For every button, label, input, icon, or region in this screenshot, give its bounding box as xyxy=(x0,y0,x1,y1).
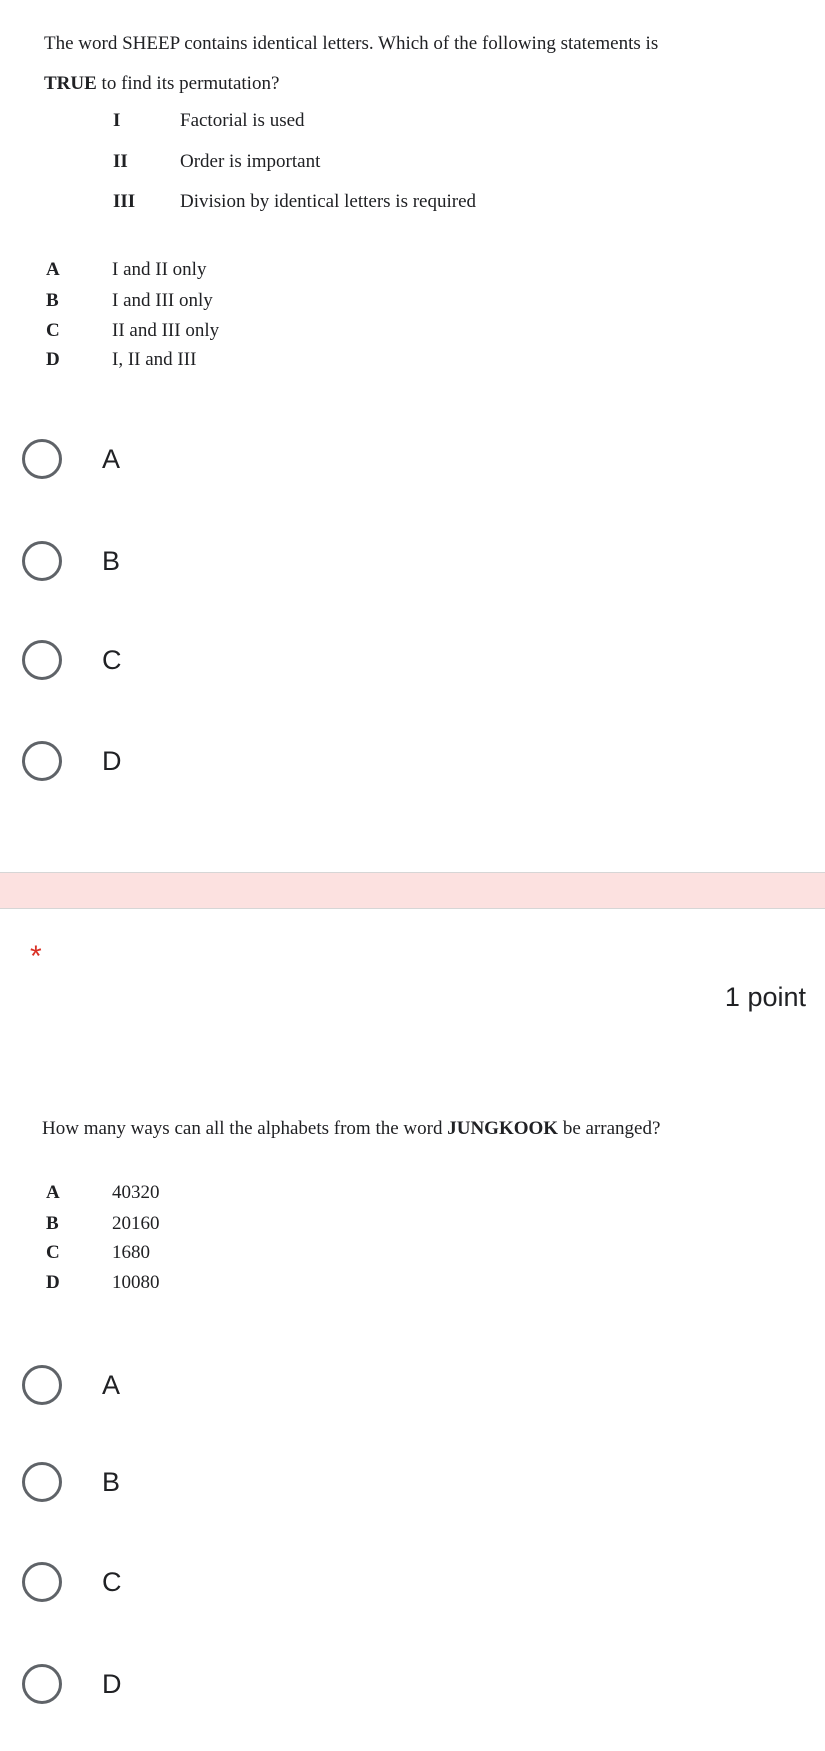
statement-2-num: II xyxy=(113,151,128,172)
question2-text xyxy=(42,1114,660,1144)
question-divider xyxy=(0,872,825,909)
q1-option-key-b-letter: B xyxy=(46,290,59,311)
q2-choice-b-label: B xyxy=(102,1466,121,1497)
q2-choice-a[interactable] xyxy=(22,1355,422,1415)
statement-1-num: I xyxy=(113,110,121,131)
radio-button-icon[interactable] xyxy=(22,439,62,479)
q2-choice-d-label: D xyxy=(102,1668,122,1699)
q2-option-key-d xyxy=(46,1268,160,1298)
required-asterisk: * xyxy=(30,940,42,973)
q1-option-key-d xyxy=(46,345,196,375)
question2-text-before: How many ways can all the alphabets from the word xyxy=(42,1118,448,1139)
q1-option-key-d-letter: D xyxy=(46,349,60,370)
q2-option-key-a xyxy=(46,1178,160,1208)
radio-button-icon[interactable] xyxy=(22,640,62,680)
q2-choice-d[interactable] xyxy=(22,1654,422,1714)
q2-choice-c-label: C xyxy=(102,1566,122,1597)
q2-option-key-d-letter: D xyxy=(46,1272,60,1293)
q1-option-key-c xyxy=(46,316,219,346)
statement-1 xyxy=(113,101,305,141)
q1-choice-d[interactable] xyxy=(22,731,422,791)
q1-choice-c[interactable] xyxy=(22,630,422,690)
question2-text-after: be arranged? xyxy=(558,1118,661,1139)
radio-button-icon[interactable] xyxy=(22,1462,62,1502)
radio-button-icon[interactable] xyxy=(22,1365,62,1405)
q1-option-key-c-letter: C xyxy=(46,320,60,341)
q1-option-key-b-text: I and III only xyxy=(112,290,213,311)
q2-option-key-c-letter: C xyxy=(46,1242,60,1263)
statement-3-text: Division by identical letters is required xyxy=(180,191,477,212)
q2-option-key-c xyxy=(46,1238,150,1268)
statement-3-num: III xyxy=(113,191,136,212)
statement-3 xyxy=(113,182,476,222)
question1-text-line1: The word SHEEP contains identical letters. Which of the following statements is xyxy=(44,33,659,54)
q2-choice-b[interactable] xyxy=(22,1452,422,1512)
q2-option-key-b-letter: B xyxy=(46,1213,59,1234)
q1-choice-b-label: B xyxy=(102,545,121,576)
q1-choice-a-label: A xyxy=(102,443,121,474)
q1-choice-d-label: D xyxy=(102,745,122,776)
q2-option-key-a-letter: A xyxy=(46,1182,60,1203)
question1-text-line2-content: TRUE to find its permutation? xyxy=(44,73,280,94)
statement-1-text: Factorial is used xyxy=(180,110,305,131)
q1-option-key-b xyxy=(46,286,213,316)
q1-option-key-a-letter: A xyxy=(46,259,60,280)
q2-choice-a-label: A xyxy=(102,1369,121,1400)
question2-text-bold-word: JUNGKOOK xyxy=(447,1118,559,1139)
radio-button-icon[interactable] xyxy=(22,541,62,581)
q2-option-key-c-text: 1680 xyxy=(112,1242,150,1263)
q1-choice-a[interactable] xyxy=(22,429,422,489)
radio-button-icon[interactable] xyxy=(22,1562,62,1602)
statement-2-text: Order is important xyxy=(180,151,321,172)
q2-option-key-a-text: 40320 xyxy=(112,1182,160,1203)
q1-option-key-a xyxy=(46,255,206,285)
radio-button-icon[interactable] xyxy=(22,1664,62,1704)
q1-choice-c-label: C xyxy=(102,644,122,675)
q2-choice-c[interactable] xyxy=(22,1552,422,1612)
q1-option-key-c-text: II and III only xyxy=(112,320,220,341)
q1-choice-b[interactable] xyxy=(22,531,422,591)
q1-option-key-d-text: I, II and III xyxy=(112,349,197,370)
q1-option-key-a-text: I and II only xyxy=(112,259,207,280)
q2-option-key-b-text: 20160 xyxy=(112,1213,160,1234)
statement-2 xyxy=(113,142,320,182)
question2-points: 1 point xyxy=(724,982,806,1012)
q2-option-key-b xyxy=(46,1209,160,1239)
q2-option-key-d-text: 10080 xyxy=(112,1272,160,1293)
question1-text-line2 xyxy=(44,66,795,102)
radio-button-icon[interactable] xyxy=(22,741,62,781)
